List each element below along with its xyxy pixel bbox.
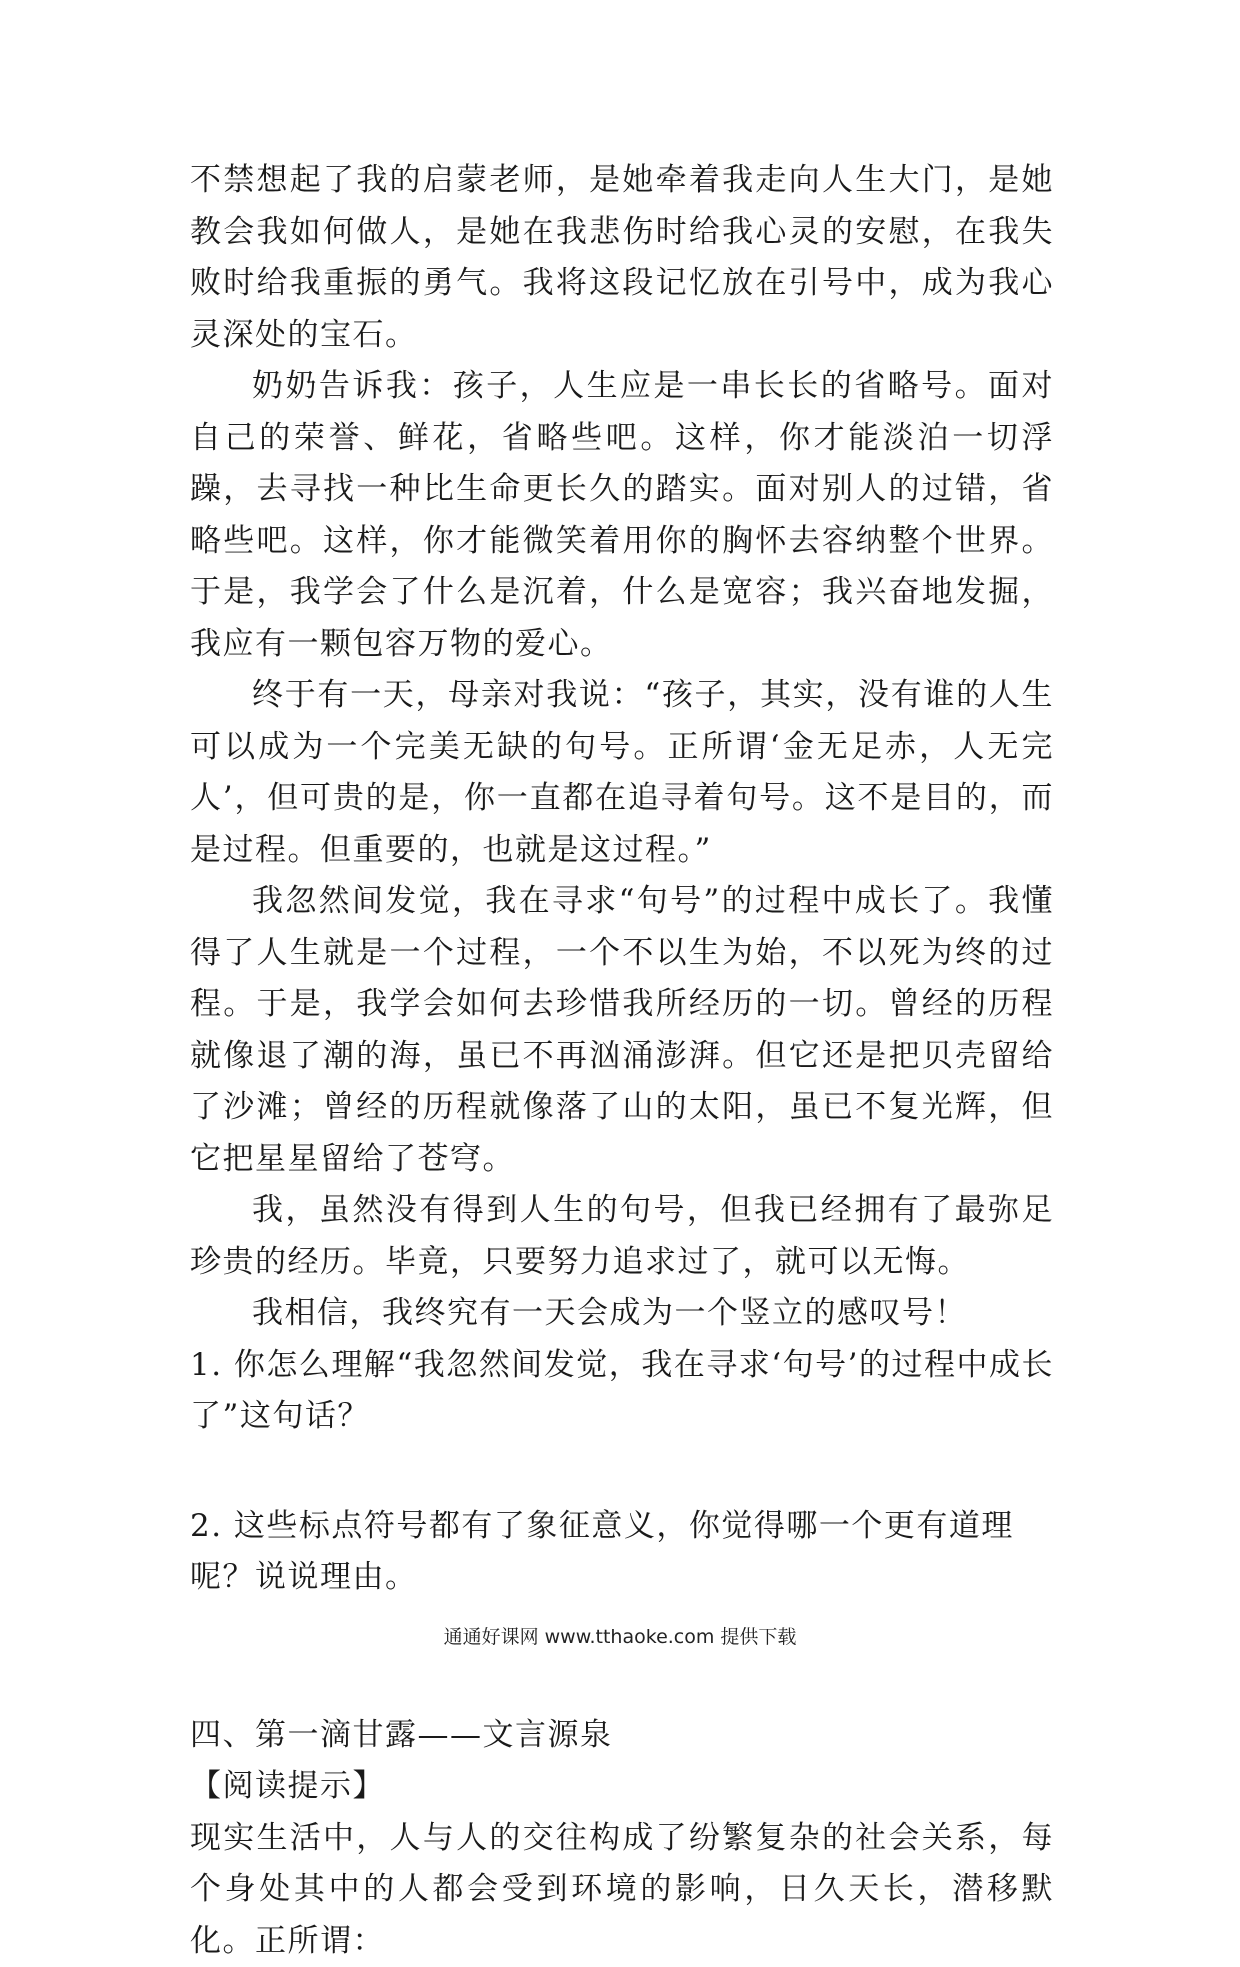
paragraph-experience: 我，虽然没有得到人生的句号，但我已经拥有了最弥足珍贵的经历。毕竟，只要努力追求过了，就可以无悔。 [190,1185,1054,1288]
paragraph-grandma: 奶奶告诉我：孩子，人生应是一串长长的省略号。面对自己的荣誉、鲜花，省略些吧。这样，你才能淡泊一切浮躁，去寻找一种比生命更长久的踏实。面对别人的过错，省略些吧。这样，你才能微笑着用你的胸怀去容纳整个世界。于是，我学会了什么是沉着，什么是宽容；我兴奋地发掘，我应有一颗包容万物的爱心。 [190,361,1054,670]
paragraph-teacher: 不禁想起了我的启蒙老师，是她牵着我走向人生大门，是她教会我如何做人，是她在我悲伤时给我心灵的安慰，在我失败时给我重振的勇气。我将这段记忆放在引号中，成为我心灵深处的宝石。 [190,155,1054,361]
paragraph-growth: 我忽然间发觉，我在寻求“句号”的过程中成长了。我懂得了人生就是一个过程，一个不以生为始，不以死为终的过程。于是，我学会如何去珍惜我所经历的一切。曾经的历程就像退了潮的海，虽已不再汹涌澎湃。但它还是把贝壳留给了沙滩；曾经的历程就像落了山的太阳，虽已不复光辉，但它把星星留给了苍穹。 [190,876,1054,1185]
question-2: 2. 这些标点符号都有了象征意义，你觉得哪一个更有道理呢？说说理由。 [190,1501,1054,1604]
page-footer: 通通好课网 www.tthaoke.com 提供下载 [0,1622,1240,1649]
question-1: 1. 你怎么理解“我忽然间发觉，我在寻求‘句号’的过程中成长了”这句话？ [190,1340,1054,1443]
document-body [190,155,1054,1967]
paragraph-mother: 终于有一天，母亲对我说：“孩子，其实，没有谁的人生可以成为一个完美无缺的句号。正所谓‘金无足赤，人无完人’，但可贵的是，你一直都在追寻着句号。这不是目的，而是过程。但重要的，也就是这过程。” [190,670,1054,876]
reading-hint-label: 【阅读提示】 [190,1761,1054,1813]
answer-space-2 [190,1604,1054,1710]
paragraph-conclusion: 我相信，我终究有一天会成为一个竖立的感叹号！ [190,1288,1054,1340]
section-intro: 现实生活中，人与人的交往构成了纷繁复杂的社会关系，每个身处其中的人都会受到环境的影响，日久天长，潜移默化。正所谓： [190,1813,1054,1967]
answer-space-1 [190,1443,1054,1501]
section-title: 四、第一滴甘露——文言源泉 [190,1710,1054,1762]
